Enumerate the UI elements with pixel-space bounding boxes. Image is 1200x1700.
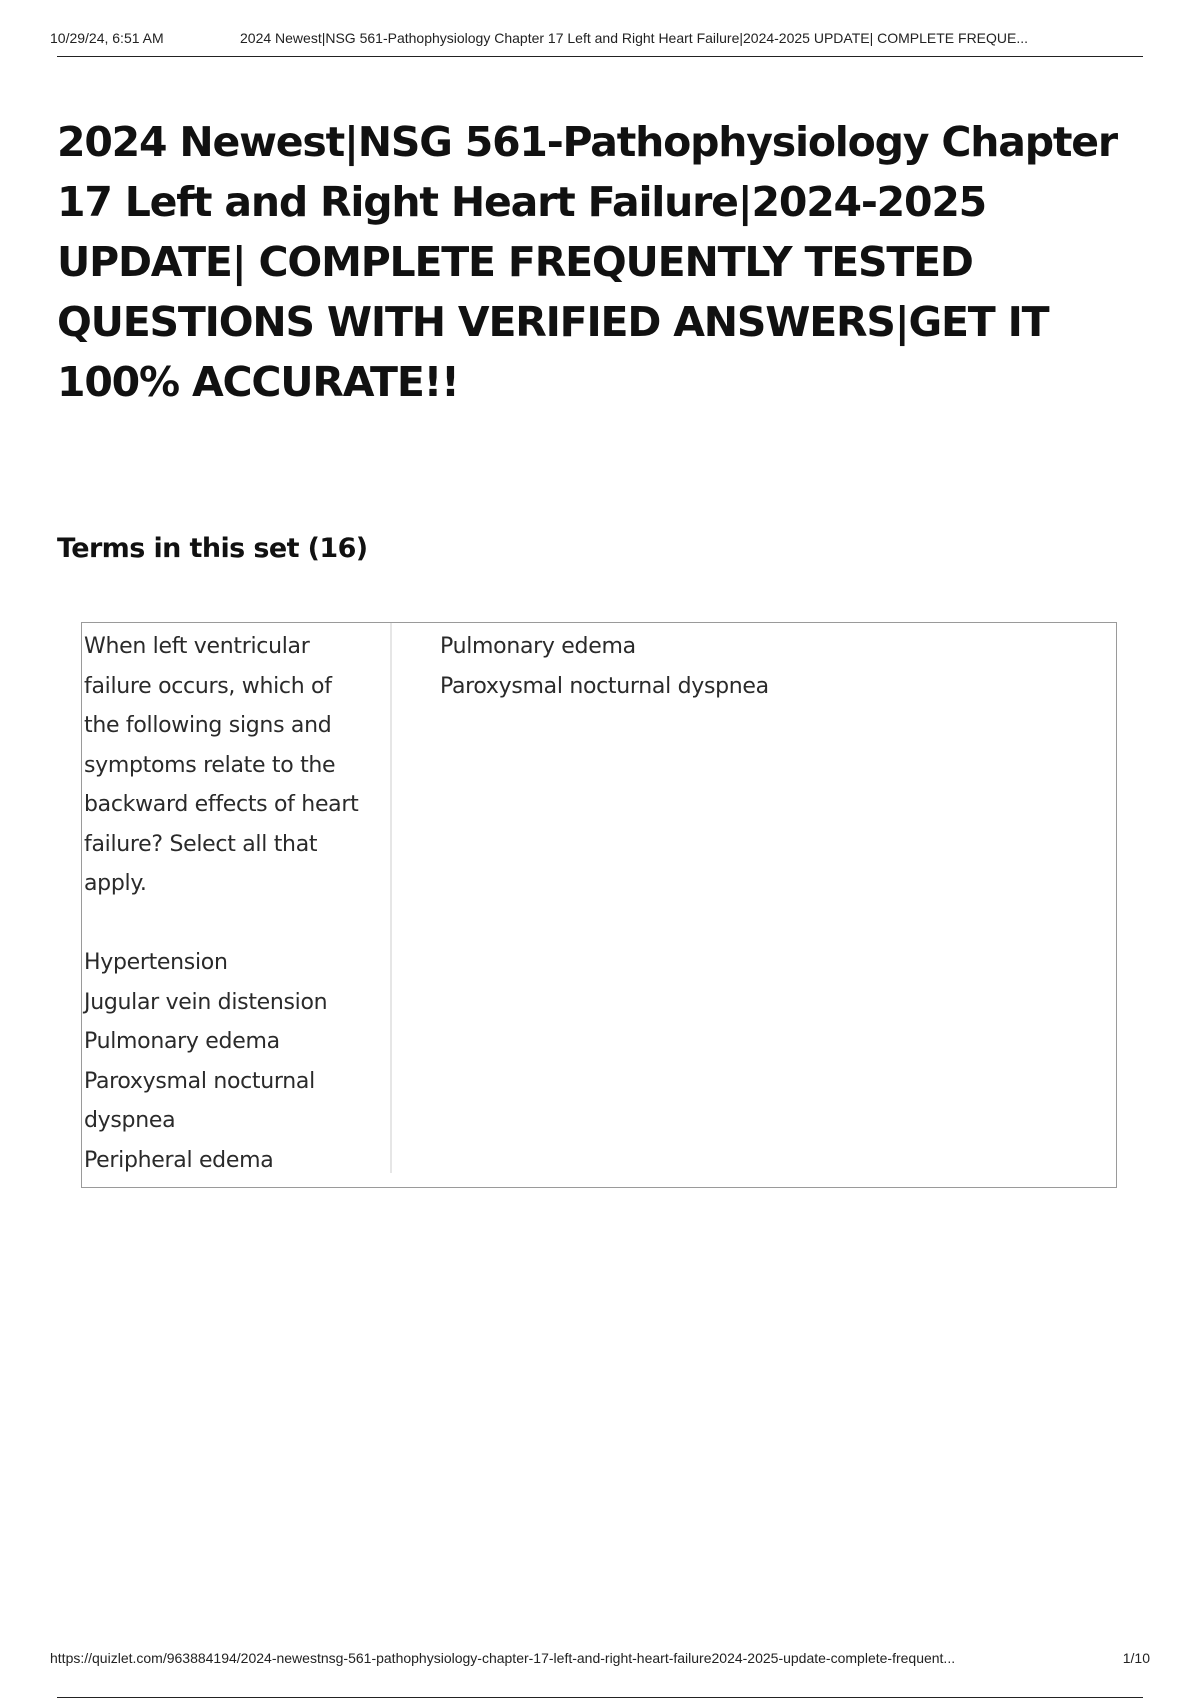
- term-option: Paroxysmal nocturnal: [84, 1068, 315, 1094]
- term-question-line: failure occurs, which of: [84, 673, 332, 699]
- print-document-title: 2024 Newest|NSG 561-Pathophysiology Chapter 17 Left and Right Heart Failure|2024-2025 UPDATE| COMPLETE FREQUE...: [240, 30, 1029, 46]
- term-option: Jugular vein distension: [84, 989, 328, 1015]
- term-spacer: [84, 904, 390, 944]
- page-number: 1/10: [1122, 1650, 1150, 1666]
- term-question-line: apply.: [84, 871, 147, 896]
- term-question-line: symptoms relate to the: [84, 752, 336, 778]
- term-question-line: When left ventricular: [84, 634, 310, 659]
- footer-divider: [57, 1697, 1143, 1698]
- card-term: [82, 623, 392, 1173]
- print-footer: [50, 1650, 1150, 1670]
- header-divider: [57, 56, 1143, 57]
- print-header: [50, 30, 1150, 50]
- print-timestamp: 10/29/24, 6:51 AM: [50, 30, 164, 46]
- term-option: Hypertension: [84, 950, 228, 975]
- term-option: dyspnea: [84, 1108, 176, 1133]
- terms-count-heading: Terms in this set (16): [57, 533, 368, 564]
- card-definition: [440, 623, 1100, 706]
- term-question-line: failure? Select all that: [84, 831, 318, 857]
- definition-line: Pulmonary edema: [440, 634, 636, 659]
- page-url: https://quizlet.com/963884194/2024-newestnsg-561-pathophysiology-chapter-17-left-and-right-heart-failure2024-2025-update-complete-frequent...: [50, 1650, 956, 1666]
- flashcard: [81, 622, 1117, 1188]
- term-option: Peripheral edema: [84, 1147, 274, 1173]
- definition-line: Paroxysmal nocturnal dyspnea: [440, 673, 769, 699]
- set-title: 2024 Newest|NSG 561-Pathophysiology Chapter 17 Left and Right Heart Failure|2024-2025 UPDATE| COMPLETE FREQUENTLY TESTED QUESTIONS WITH VERIFIED ANSWERS|GET IT 100% ACCURATE!!: [57, 118, 1117, 406]
- term-option: Pulmonary edema: [84, 1029, 280, 1054]
- term-question-line: backward effects of heart: [84, 792, 359, 817]
- term-question-line: the following signs and: [84, 713, 332, 738]
